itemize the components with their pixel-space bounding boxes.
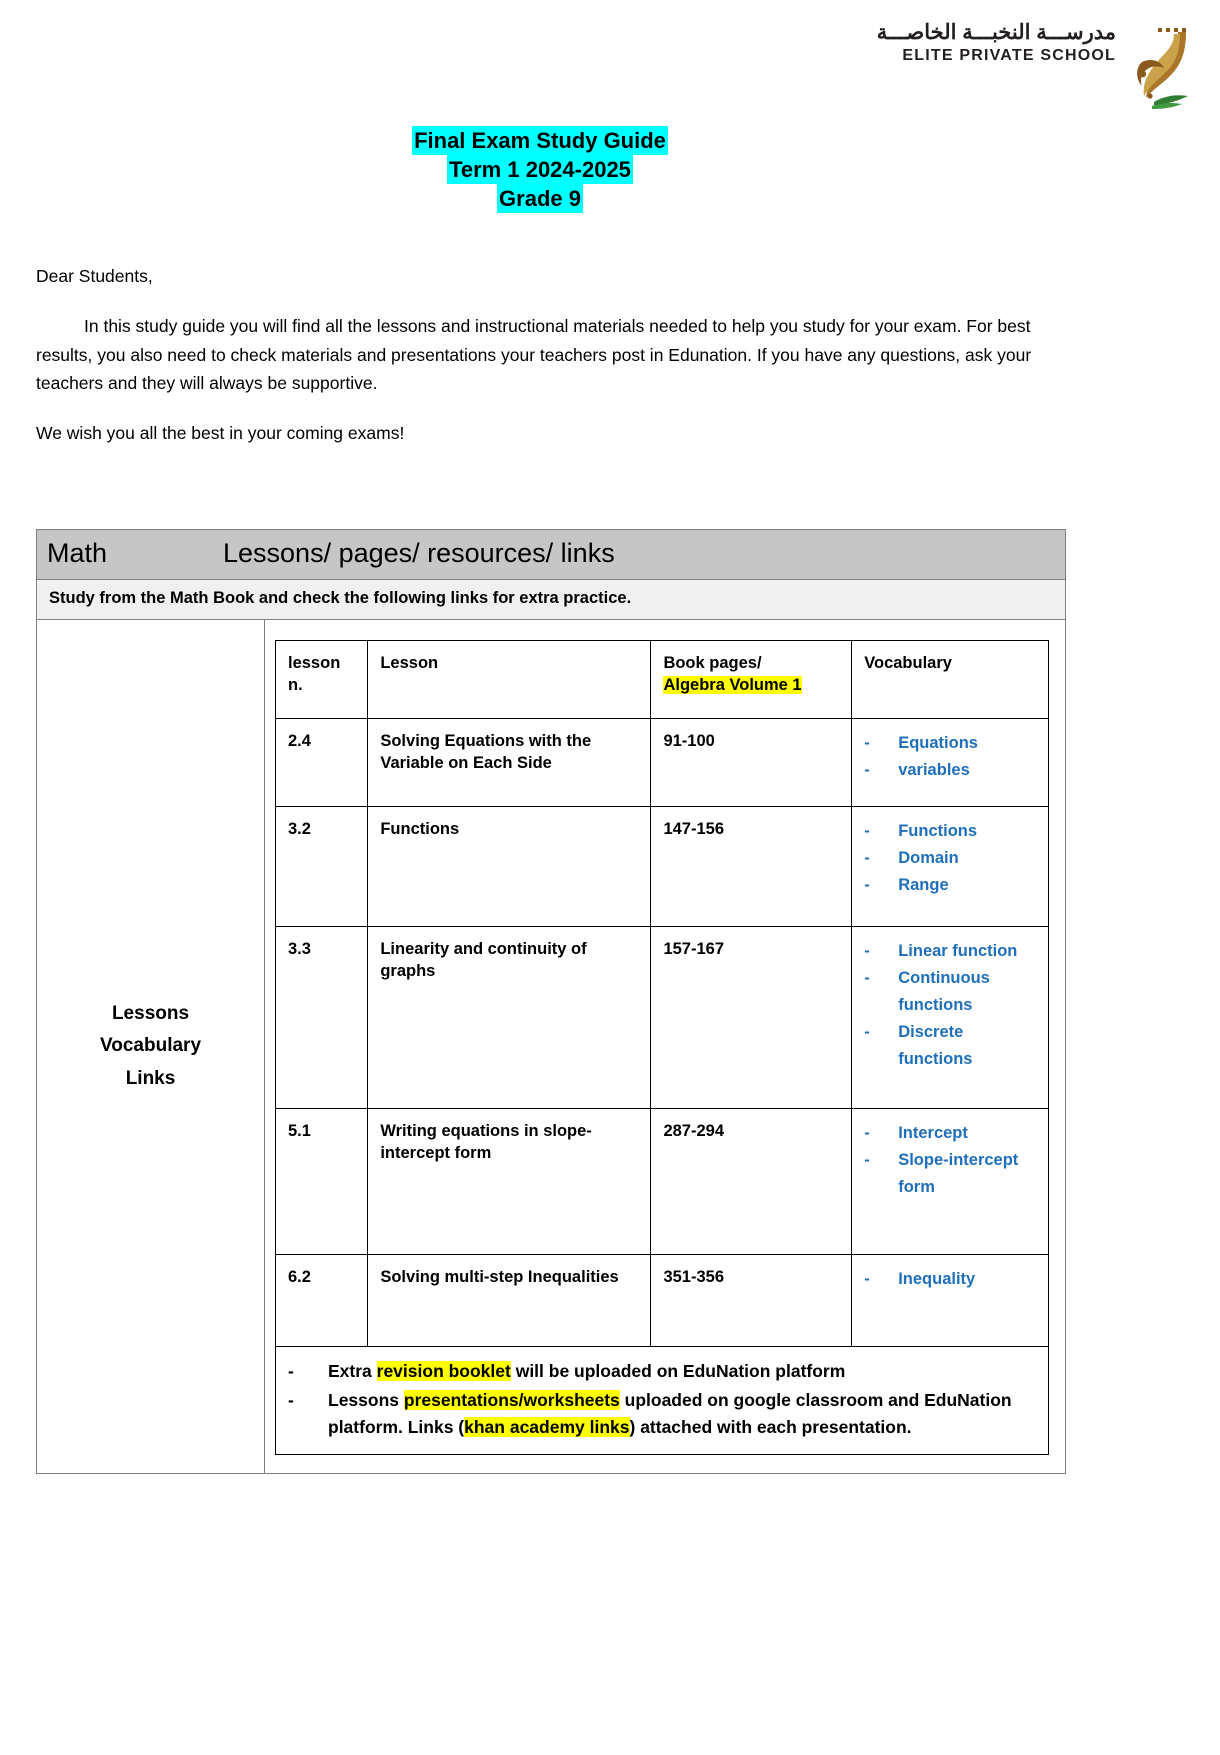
list-item: - variables	[864, 757, 1038, 784]
list-item: - Domain	[864, 845, 1038, 872]
subject-subheader-row	[37, 580, 1066, 620]
list-item: - Linear function	[864, 938, 1038, 965]
lesson-vocabulary	[852, 927, 1049, 1109]
lesson-number: 2.4	[276, 719, 368, 807]
note-text-2: Lessons presentations/worksheets uploaded on google classroom and EduNation platform. Links (khan academy links) attached with each presentation.	[328, 1390, 1012, 1438]
lesson-title: Solving multi-step Inequalities	[368, 1255, 651, 1347]
falcon-crest-icon	[1124, 22, 1190, 114]
side-label-links: Links	[125, 1068, 176, 1090]
bullet-dash-icon: -	[864, 876, 870, 895]
table-row	[276, 1255, 1049, 1347]
lesson-title: Writing equations in slope-intercept form	[368, 1109, 651, 1255]
bullet-dash-icon: -	[864, 969, 870, 988]
lesson-vocabulary	[852, 807, 1049, 927]
list-item: - Equations	[864, 730, 1038, 757]
school-name-english: ELITE PRIVATE SCHOOL	[902, 47, 1116, 65]
lesson-vocabulary	[852, 1255, 1049, 1347]
lessons-header-row	[276, 641, 1049, 719]
table-row	[276, 807, 1049, 927]
bullet-dash-icon: -	[864, 1151, 870, 1170]
letter-body	[36, 262, 1041, 448]
column-header-lesson: Lesson	[368, 641, 651, 719]
lesson-title: Linearity and continuity of graphs	[368, 927, 651, 1109]
lesson-number: 3.2	[276, 807, 368, 927]
title-line-2: Term 1 2024-2025	[447, 155, 633, 184]
subject-header-row	[37, 530, 1066, 580]
bullet-dash-icon: -	[864, 761, 870, 780]
bullet-dash-icon: -	[864, 734, 870, 752]
list-item: - Intercept	[864, 1120, 1038, 1147]
lessons-content-cell	[265, 620, 1066, 1474]
side-label-vocabulary: Vocabulary	[99, 1035, 202, 1057]
school-logo-text	[877, 22, 1116, 65]
lesson-pages: 147-156	[651, 807, 852, 927]
bullet-dash-icon: -	[864, 1270, 870, 1288]
bullet-dash-icon: -	[864, 1023, 870, 1042]
subject-header-description: Lessons/ pages/ resources/ links	[223, 538, 615, 568]
lesson-pages: 157-167	[651, 927, 852, 1109]
letter-closing: We wish you all the best in your coming exams!	[36, 423, 405, 444]
lesson-number: 3.3	[276, 927, 368, 1109]
bullet-dash-icon: -	[864, 1124, 870, 1142]
lesson-title: Functions	[368, 807, 651, 927]
list-item: - Inequality	[864, 1266, 1038, 1293]
letter-paragraph: In this study guide you will find all the lessons and instructional materials needed to help you study for your exam. For best results, you also need to check materials and presentations your teachers post in Edunation. If you have any questions, ask your teachers and they will always be supportive.	[36, 316, 1032, 394]
list-item	[288, 1358, 1038, 1385]
list-item: - Functions	[864, 818, 1038, 845]
subject-subheader-text: Study from the Math Book and check the following links for extra practice.	[37, 580, 1066, 620]
document-title	[0, 126, 1080, 213]
lessons-notes-row	[276, 1347, 1049, 1455]
bullet-dash-icon: -	[864, 822, 870, 840]
title-line-1: Final Exam Study Guide	[412, 126, 668, 155]
side-label-cell	[37, 620, 265, 1474]
lesson-vocabulary	[852, 719, 1049, 807]
bullet-dash-icon: -	[288, 1390, 294, 1411]
column-header-vocabulary: Vocabulary	[852, 641, 1049, 719]
algebra-volume-label: Algebra Volume 1	[663, 676, 802, 695]
column-header-book-pages	[651, 641, 852, 719]
lesson-number: 6.2	[276, 1255, 368, 1347]
list-item: - Slope-intercept form	[864, 1147, 1038, 1201]
subject-name: Math	[47, 538, 108, 568]
school-logo	[877, 22, 1190, 114]
list-item: - Continuous functions	[864, 965, 1038, 1019]
table-row	[276, 1109, 1049, 1255]
highlight-revision-booklet: revision booklet	[376, 1361, 511, 1381]
school-name-arabic: مدرســـة النخبـــة الخاصـــة	[876, 21, 1116, 44]
bullet-dash-icon: -	[864, 849, 870, 868]
title-line-3: Grade 9	[497, 184, 583, 213]
side-label-lessons: Lessons	[111, 1002, 190, 1024]
list-item: - Discrete functions	[864, 1019, 1038, 1073]
notes-cell	[276, 1347, 1049, 1455]
table-row	[276, 719, 1049, 807]
highlight-khan-academy-links: khan academy links	[464, 1417, 630, 1438]
math-subject-table	[36, 529, 1066, 1474]
lessons-table	[275, 640, 1049, 1455]
book-pages-label: Book pages/	[663, 654, 762, 672]
note-text-1: Extra revision booklet will be uploaded on EduNation platform	[328, 1361, 846, 1381]
list-item: - Range	[864, 872, 1038, 899]
bullet-dash-icon: -	[288, 1361, 294, 1381]
table-row	[276, 927, 1049, 1109]
lesson-number: 5.1	[276, 1109, 368, 1255]
lesson-pages: 91-100	[651, 719, 852, 807]
lesson-title: Solving Equations with the Variable on Each Side	[368, 719, 651, 807]
list-item	[288, 1387, 1038, 1441]
bullet-dash-icon: -	[864, 942, 870, 960]
column-header-lesson-number: lesson n.	[276, 641, 368, 719]
lesson-pages: 351-356	[651, 1255, 852, 1347]
letter-salutation: Dear Students,	[36, 266, 153, 286]
subject-body-row	[37, 620, 1066, 1474]
lesson-pages: 287-294	[651, 1109, 852, 1255]
highlight-presentations-worksheets: presentations/worksheets	[403, 1390, 620, 1411]
lesson-vocabulary	[852, 1109, 1049, 1255]
